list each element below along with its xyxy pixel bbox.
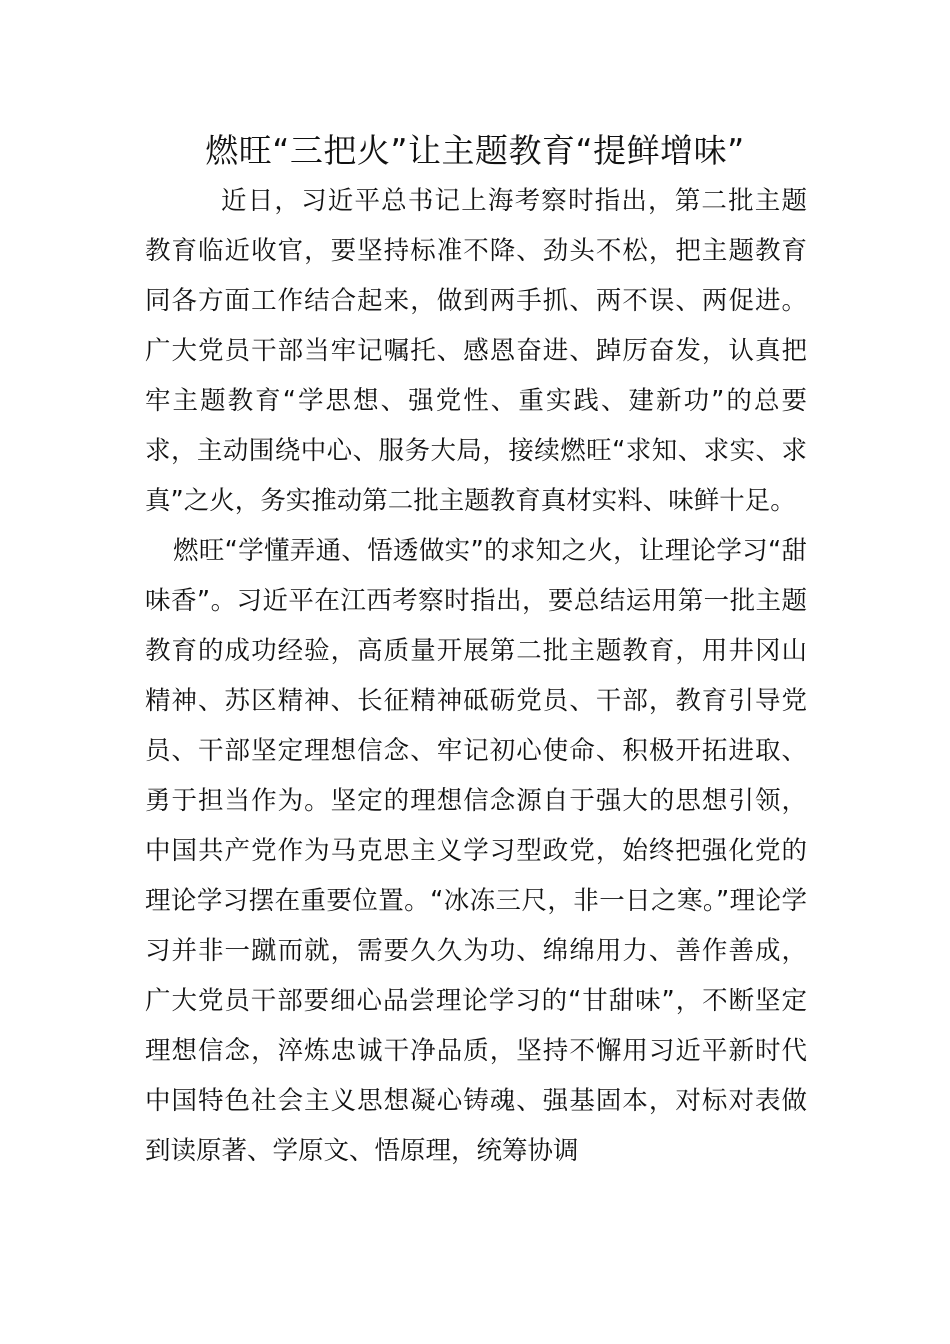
article-body	[145, 176, 807, 1176]
paragraph-theory-study: 燃旺“学懂弄通、悟透做实”的求知之火，让理论学习“甜味香”。习近平在江西考察时指出，要总结运用第一批主题教育的成功经验，高质量开展第二批主题教育，用井冈山精神、苏区精神、长征精神砥砺党员、干部，教育引导党员、干部坚定理想信念、牢记初心使命、积极开拓进取、勇于担当作为。坚定的理想信念源自于强大的思想引领，中国共产党作为马克思主义学习型政党，始终把强化党的理论学习摆在重要位置。“冰冻三尺，非一日之寒。”理论学习并非一蹴而就，需要久久为功、绵绵用力、善作善成，广大党员干部要细心品尝理论学习的“甘甜味”，不断坚定理想信念，淬炼忠诚干净品质，坚持不懈用习近平新时代中国特色社会主义思想凝心铸魂、强基固本，对标对表做到读原著、学原文、悟原理，统筹协调	[145, 536, 807, 1166]
paragraph-intro: 近日，习近平总书记上海考察时指出，第二批主题教育临近收官，要坚持标准不降、劲头不松，把主题教育同各方面工作结合起来，做到两手抓、两不误、两促进。广大党员干部当牢记嘱托、感恩奋进、踔厉奋发，认真把牢主题教育“学思想、强党性、重实践、建新功”的总要求，主动围绕中心、服务大局，接续燃旺“求知、求实、求真”之火，务实推动第二批主题教育真材实料、味鲜十足。	[145, 186, 807, 516]
article-title: 燃旺“三把火”让主题教育“提鲜增味”	[205, 131, 745, 170]
